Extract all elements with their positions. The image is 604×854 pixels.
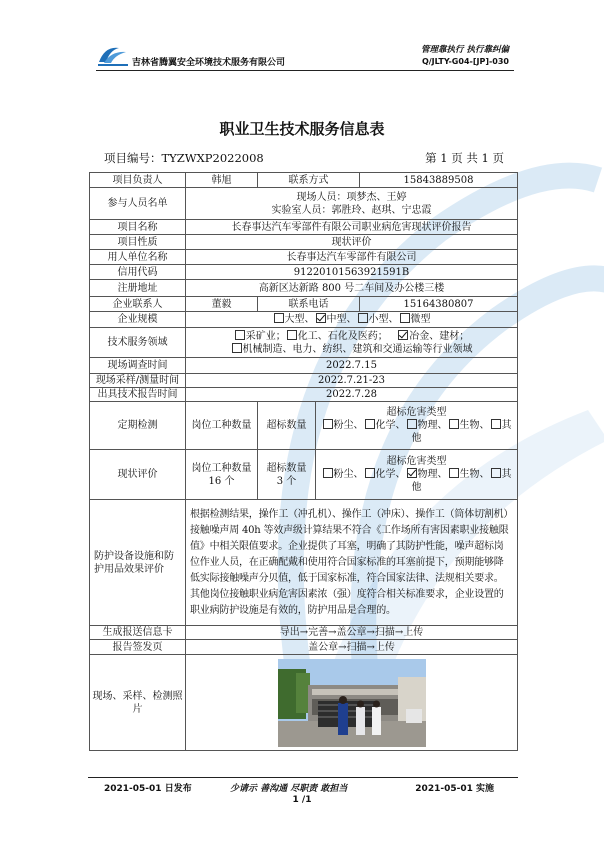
- checkbox-checked: [398, 330, 408, 340]
- periodic-exceed-label: 超标数量: [258, 402, 316, 450]
- page-title: 职业卫生技术服务信息表: [219, 120, 385, 138]
- hazard-biological: 生物、: [459, 469, 490, 480]
- status-exceed: [258, 450, 316, 500]
- table-row: [90, 188, 518, 220]
- members-line-1: 现场人员：项梦杰、王婷: [296, 191, 407, 203]
- leader-value: 韩旭: [186, 173, 258, 188]
- scale-option-micro: 微型: [410, 314, 431, 325]
- hazard-other-tail: 他: [411, 482, 422, 493]
- table-row: [90, 250, 518, 265]
- checkbox-unchecked: [232, 343, 242, 353]
- scale-option-small: 小型、: [368, 314, 399, 325]
- periodic-positions-label: 岗位工种数量: [186, 402, 258, 450]
- checkbox-unchecked: [491, 419, 501, 429]
- field-value: [186, 328, 518, 358]
- field-label: 技术服务领域: [90, 328, 186, 358]
- contact-value: 15843889508: [360, 173, 518, 188]
- table-row: [90, 328, 518, 358]
- project-name-label: 项目名称: [90, 220, 186, 235]
- table-row: [90, 374, 518, 388]
- enterprise-contact-value: 董毅: [186, 297, 258, 312]
- table-row: [90, 297, 518, 312]
- site-photo: [278, 659, 426, 747]
- protection-text: 根据检测结果，操作工（冲孔机）、操作工（冲床）、操作工（筒体切割机）接触噪声周 40h 等效声级计算结果不符合《工作场所有害因素职业接触限值》中相关限值要求。企业提供了耳塞，明确了其防护性能，噪声超标岗位作业人员，在正确配戴和使用符合国家标准的耳塞前提下，预期能够降低实际接触噪声分贝值，低于国家标准，符合国家法律、法规相关要求。其他岗位接触职业病危害因素浓（强）度符合相关标准要求，企业设置的职业病防护设施是有效的，防护用品是合理的。: [186, 500, 518, 626]
- field-chemical: 化工、石化及医药；: [297, 330, 388, 342]
- report-issue-label: 报告签发页: [90, 640, 186, 655]
- company-logo-icon: [96, 42, 130, 68]
- phone-label: 联系电话: [258, 297, 360, 312]
- status-hazard-type-label: 超标危害类型: [386, 456, 447, 467]
- effective-date: 2021-05-01 实施: [415, 784, 494, 794]
- scale-value: [186, 312, 518, 328]
- photo-label: 现场、采样、检测照片: [90, 655, 186, 751]
- hazard-dust: 粉尘、: [333, 469, 364, 480]
- hazard-dust: 粉尘、: [333, 420, 364, 431]
- hazard-physical: 物理、: [417, 420, 448, 431]
- address-label: 注册地址: [90, 280, 186, 297]
- table-row: [90, 402, 518, 450]
- table-row: [90, 655, 518, 751]
- table-row: [90, 358, 518, 374]
- checkbox-checked: [316, 313, 326, 323]
- table-row: [90, 640, 518, 655]
- protection-label: 防护设备设施和防护用品效果评价: [90, 500, 186, 626]
- checkbox-unchecked: [400, 313, 410, 323]
- report-time-label: 出具技术报告时间: [90, 388, 186, 402]
- enterprise-contact-label: 企业联系人: [90, 297, 186, 312]
- sampling-time-value: 2022.7.21-23: [186, 374, 518, 388]
- table-row: [90, 312, 518, 328]
- checkbox-unchecked: [365, 419, 375, 429]
- status-hazard: [316, 450, 518, 500]
- scale-option-large: 大型、: [284, 314, 315, 325]
- hazard-other: 其: [501, 420, 512, 431]
- contact-label: 联系方式: [258, 173, 360, 188]
- status-positions-value: 16 个: [208, 475, 235, 487]
- checkbox-checked: [407, 468, 417, 478]
- address-value: 高新区达新路 800 号二车间及办公楼三楼: [186, 280, 518, 297]
- employer-label: 用人单位名称: [90, 250, 186, 265]
- checkbox-unchecked: [449, 419, 459, 429]
- checkbox-unchecked: [365, 468, 375, 478]
- scale-option-medium: 中型、: [326, 314, 357, 325]
- credit-code-value: 91220101563921591B: [186, 265, 518, 280]
- table-row: [90, 220, 518, 235]
- header-divider: [96, 70, 514, 71]
- employer-value: 长春事达汽车零部件有限公司: [186, 250, 518, 265]
- status-label: 现状评价: [90, 450, 186, 500]
- table-row: [90, 265, 518, 280]
- table-row: [90, 280, 518, 297]
- page-info: 第 1 页 共 1 页: [425, 151, 504, 165]
- footer-divider: [88, 777, 518, 778]
- field-machinery: 机械制造、电力、纺织、建筑和交通运输等行业领域: [242, 343, 473, 355]
- checkbox-unchecked: [358, 313, 368, 323]
- hazard-other: 其: [501, 469, 512, 480]
- checkbox-unchecked: [323, 419, 333, 429]
- document-number: Q/JLTY-G04-[JP]-030: [421, 57, 509, 66]
- status-exceed-label: 超标数量: [266, 462, 307, 474]
- hazard-physical: 物理、: [417, 469, 448, 480]
- checkbox-unchecked: [274, 313, 284, 323]
- report-issue-value: 盖公章→扫描→上传: [186, 640, 518, 655]
- periodic-label: 定期检测: [90, 402, 186, 450]
- info-card-value: 导出→完善→盖公章→扫描→上传: [186, 626, 518, 640]
- members-line-2: 实验室人员：郭胜玲、赵琪、宁忠霞: [271, 204, 432, 216]
- phone-value: 15164380807: [360, 297, 518, 312]
- hazard-chemical: 化学、: [375, 420, 406, 431]
- checkbox-unchecked: [287, 330, 297, 340]
- leader-label: 项目负责人: [90, 173, 186, 188]
- photo-cell: [186, 655, 518, 751]
- project-number: 项目编号：TYZWXP2022008: [104, 151, 264, 165]
- hazard-biological: 生物、: [459, 420, 490, 431]
- status-exceed-value: 3 个: [276, 475, 297, 487]
- checkbox-unchecked: [449, 468, 459, 478]
- table-row: [90, 450, 518, 500]
- scale-label: 企业规模: [90, 312, 186, 328]
- members-label: 参与人员名单: [90, 188, 186, 220]
- status-positions-label: 岗位工种数量: [191, 462, 252, 474]
- hazard-chemical: 化学、: [375, 469, 406, 480]
- survey-time-label: 现场调查时间: [90, 358, 186, 374]
- project-nature-value: 现状评价: [186, 235, 518, 250]
- field-mining: 采矿业；: [245, 330, 286, 342]
- footer-motto: 少请示 善沟通 尽职责 敢担当: [230, 784, 348, 794]
- info-table: [89, 172, 518, 751]
- members-value: [186, 188, 518, 220]
- periodic-hazard-type-label: 超标危害类型: [386, 407, 447, 418]
- info-card-label: 生成报送信息卡: [90, 626, 186, 640]
- table-row: [90, 173, 518, 188]
- survey-time-value: 2022.7.15: [186, 358, 518, 374]
- credit-code-label: 信用代码: [90, 265, 186, 280]
- report-time-value: 2022.7.28: [186, 388, 518, 402]
- project-name-value: 长春事达汽车零部件有限公司职业病危害现状评价报告: [186, 220, 518, 235]
- publish-date: 2021-05-01 日发布: [104, 784, 192, 794]
- project-nature-label: 项目性质: [90, 235, 186, 250]
- table-row: [90, 235, 518, 250]
- header-slogan: 管理靠执行 执行靠纠偏: [421, 45, 509, 55]
- table-row: [90, 388, 518, 402]
- page-number: 1 /1: [292, 795, 312, 805]
- checkbox-unchecked: [491, 468, 501, 478]
- checkbox-unchecked: [323, 468, 333, 478]
- table-row: [90, 626, 518, 640]
- table-row: [90, 500, 518, 626]
- sampling-time-label: 现场采样/测量时间: [90, 374, 186, 388]
- status-positions: [186, 450, 258, 500]
- periodic-hazard: [316, 402, 518, 450]
- checkbox-unchecked: [407, 419, 417, 429]
- field-metallurgy: 冶金、建材；: [409, 330, 470, 342]
- checkbox-unchecked: [235, 330, 245, 340]
- hazard-other-tail: 他: [411, 433, 422, 444]
- company-name: 吉林省腾翼安全环境技术服务有限公司: [132, 58, 286, 68]
